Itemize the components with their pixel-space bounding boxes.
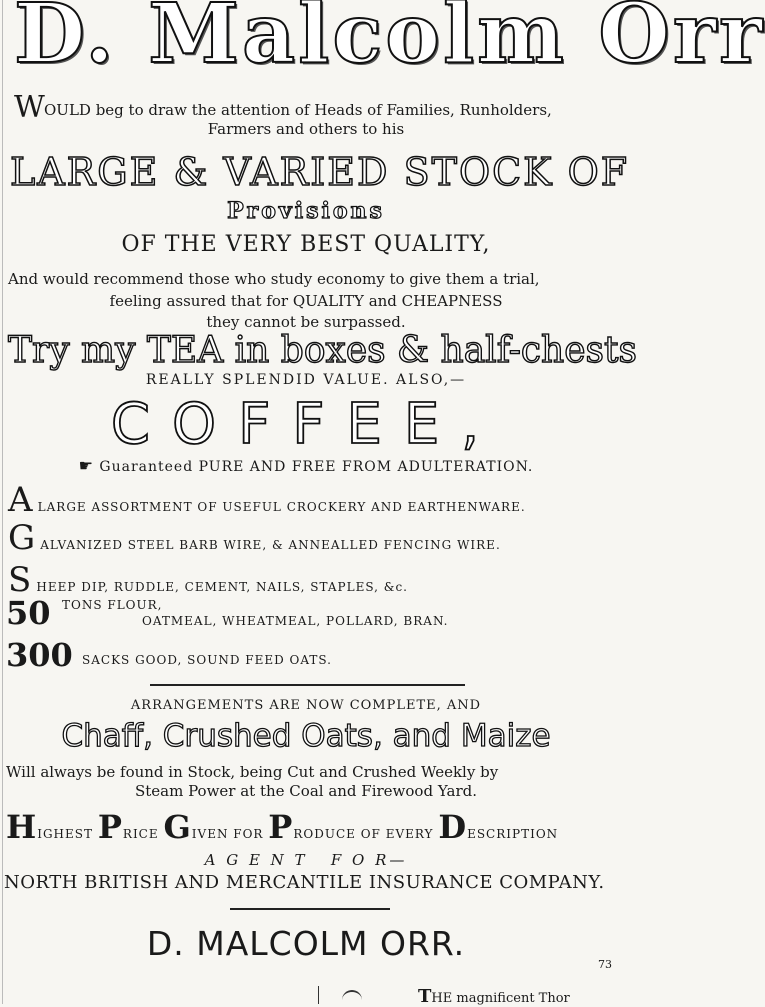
intro-line-2: Farmers and others to his: [207, 120, 405, 138]
divider: [230, 908, 390, 910]
initial-p: P: [268, 808, 294, 846]
provisions-heading: Provisions: [227, 198, 385, 224]
word-rest: RICE: [122, 827, 159, 841]
divider: [150, 684, 465, 686]
recommend-line-3: they cannot be surpassed.: [206, 313, 406, 331]
highest-price-line: [6, 808, 558, 846]
bottom-fragment-rule: [318, 986, 319, 1004]
masthead-title: D. Malcolm Orr: [14, 0, 765, 82]
chaff-heading: Chaff, Crushed Oats, and Maize: [61, 718, 551, 754]
next-ad-fragment: [418, 986, 570, 1007]
oats-qty: 300: [6, 636, 73, 674]
coffee-heading: COFFEE,: [110, 392, 502, 457]
initial-g: G: [163, 808, 192, 846]
item-initial: G: [8, 518, 36, 558]
word-rest: ESCRIPTION: [467, 827, 559, 841]
item-text: ALVANIZED STEEL BARB WIRE, & ANNEALLED FENCING WIRE.: [40, 538, 501, 552]
corner-number: 73: [598, 958, 612, 971]
footer-name: D. MALCOLM ORR.: [146, 924, 466, 963]
initial-d: D: [438, 808, 468, 846]
quality-line: OF THE VERY BEST QUALITY,: [121, 232, 491, 257]
flour-line-1: TONS FLOUR,: [62, 598, 163, 612]
oats-text: SACKS GOOD, SOUND FEED OATS.: [82, 653, 332, 667]
intro-dropcap: W: [14, 90, 45, 125]
item-initial: S: [8, 560, 32, 600]
flour-qty: 50: [6, 594, 51, 632]
initial-h: H: [6, 808, 38, 846]
stock-heading: LARGE & VARIED STOCK OF: [10, 150, 630, 194]
word-rest: IGHEST: [37, 827, 94, 841]
stock-note-line-2: Steam Power at the Coal and Firewood Yard.: [134, 782, 478, 800]
word-rest: RODUCE OF EVERY: [293, 827, 434, 841]
flour-line-2: OATMEAL, WHEATMEAL, POLLARD, BRAN.: [142, 614, 449, 628]
next-ad-text: HE magnificent Thor: [431, 991, 570, 1006]
splendid-value-line: REALLY SPLENDID VALUE. ALSO,—: [145, 372, 467, 388]
recommend-line-1: And would recommend those who study economy to give them a trial,: [8, 270, 540, 288]
stock-note-line-1: Will always be found in Stock, being Cut and Crushed Weekly by: [6, 763, 499, 781]
intro-line-1: OULD beg to draw the attention of Heads of Families, Runholders,: [44, 101, 552, 119]
tea-heading: Try my TEA in boxes & half-chests: [8, 330, 637, 371]
next-ad-dropcap: T: [418, 986, 432, 1007]
list-item: [8, 560, 408, 600]
agent-line: A G E N T F O R—: [204, 851, 408, 869]
item-text: HEEP DIP, RUDDLE, CEMENT, NAILS, STAPLES, &c.: [36, 580, 408, 594]
recommend-line-2: feeling assured that for QUALITY and CHEAPNESS: [109, 292, 503, 310]
insurance-line: NORTH BRITISH AND MERCANTILE INSURANCE COMPANY.: [4, 872, 605, 893]
item-initial: A: [8, 480, 33, 520]
list-item: [8, 518, 501, 558]
item-text: LARGE ASSORTMENT OF USEFUL CROCKERY AND EARTHENWARE.: [37, 500, 526, 514]
pointing-hand-icon: ☛: [78, 456, 94, 475]
initial-p: P: [97, 808, 123, 846]
guarantee-line: [0, 456, 612, 475]
guarantee-text: Guaranteed PURE AND FREE FROM ADULTERATION.: [99, 459, 534, 475]
arrangements-line: ARRANGEMENTS ARE NOW COMPLETE, AND: [130, 698, 482, 713]
word-rest: IVEN FOR: [191, 827, 264, 841]
list-item: [8, 480, 526, 520]
bottom-fragment-ornament: [342, 990, 362, 1002]
